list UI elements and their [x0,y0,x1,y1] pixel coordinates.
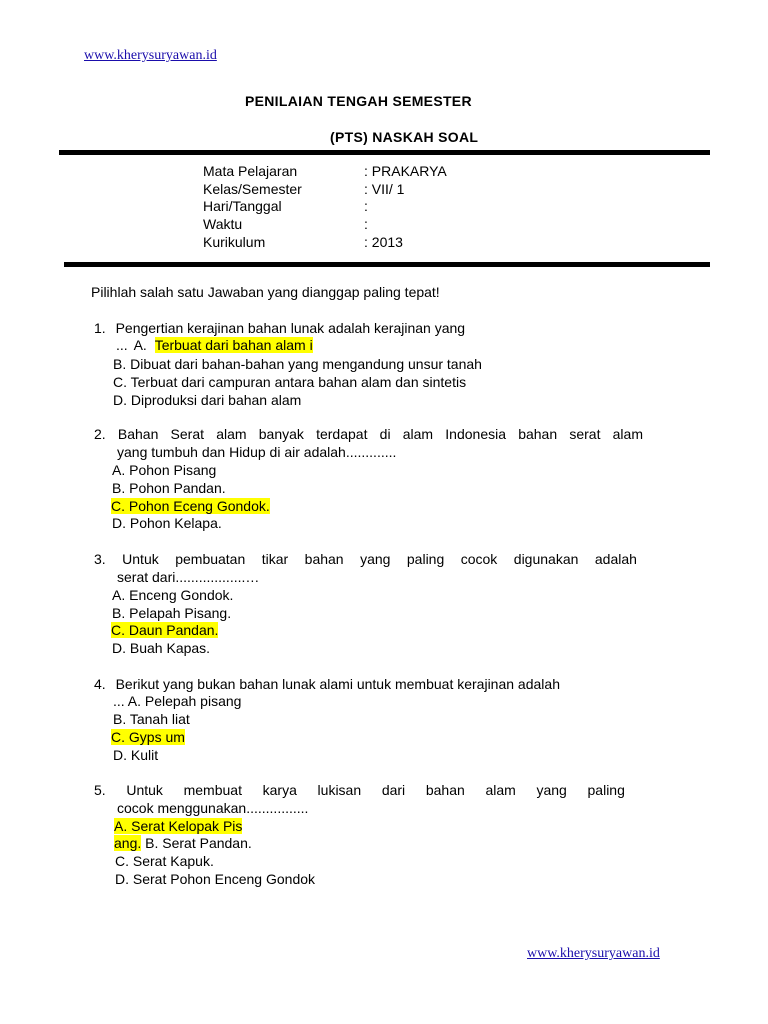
question-word: bahan [304,551,344,567]
q4-option-a: ... A. Pelepah pisang [113,693,242,709]
option-text: B. Serat Pandan. [141,835,252,851]
question-word: adalah [594,551,637,567]
question-word: yang [536,782,567,798]
q4-option-c [111,728,185,746]
question-word: bahan [518,426,558,442]
question-word: Untuk [126,782,163,798]
question-word: serat [569,426,601,442]
info-value: : [364,198,368,215]
instruction-text: Pilihlah salah satu Jawaban yang dianggap paling tepat! [91,284,440,300]
info-label: Hari/Tanggal [203,198,282,215]
info-label: Kelas/Semester [203,180,302,197]
info-value: : [364,216,368,233]
question-word: lukisan [317,782,362,798]
question-word: karya [262,782,297,798]
info-value: : PRAKARYA [364,163,447,179]
question-1 [94,319,465,337]
question-5 [94,781,625,799]
answer-highlight: C. Pohon Eceng Gondok. [111,498,270,514]
question-3 [94,550,637,568]
question-2-line-2: yang tumbuh dan Hidup di air adalah............. [117,444,397,460]
info-row-class [203,181,503,199]
question-word: tikar [261,551,289,567]
question-number: 3. [94,551,106,567]
question-word: paling [406,551,445,567]
question-word: alam [485,782,516,798]
q5-option-c: C. Serat Kapuk. [115,853,214,869]
question-word: membuat [183,782,242,798]
q5-option-a [114,817,242,835]
question-word: paling [587,782,625,798]
q1-option-d: D. Diproduksi dari bahan alam [113,392,302,408]
question-word: digunakan [513,551,579,567]
info-row-time [203,216,503,234]
question-word: Untuk [122,551,159,567]
info-row-curriculum [203,234,503,252]
info-value: : VII/ 1 [364,180,405,197]
question-word: pembuatan [175,551,246,567]
question-number: 1. [94,320,106,336]
q1-option-a [116,336,313,354]
top-rule [59,150,710,155]
q5-option-b [114,834,252,852]
question-word: cocok [460,551,498,567]
question-word: Serat [170,426,205,442]
question-word: Bahan [117,426,159,442]
info-row-subject [203,163,503,181]
question-word: alam [402,426,434,442]
exam-title: PENILAIAN TENGAH SEMESTER [245,93,472,109]
answer-highlight: A. Serat Kelopak Pis [114,818,243,834]
question-2 [94,425,643,443]
bottom-rule [64,262,710,267]
question-text: Berikut yang bukan bahan lunak alami untuk membuat kerajinan adalah [115,676,560,692]
answer-highlight: C. Gyps um [111,729,185,745]
header-website-link[interactable]: www.kherysuryawan.id [84,48,217,63]
q3-option-d: D. Buah Kapas. [112,640,211,656]
info-row-date [203,198,503,216]
question-word: Indonesia [445,426,507,442]
question-number: 4. [94,676,106,692]
question-word: alam [216,426,247,442]
answer-highlight: Terbuat dari bahan alam i [154,337,313,353]
q3-option-b: B. Pelapah Pisang. [112,605,232,621]
exam-subtitle: (PTS) NASKAH SOAL [330,129,479,145]
q1-option-c: C. Terbuat dari campuran antara bahan alam dan sintetis [113,374,467,390]
question-word: terdapat [316,426,368,442]
question-text: Pengertian kerajinan bahan lunak adalah kerajinan yang [115,320,466,336]
info-label: Waktu [203,216,243,233]
q2-option-c [111,497,270,515]
question-word: bahan [425,782,465,798]
exam-info [203,163,503,251]
q4-option-b: B. Tanah liat [113,711,190,727]
question-5-line-2: cocok menggunakan................ [117,800,309,816]
q3-option-c [111,621,218,639]
q4-option-d: D. Kulit [113,747,159,763]
info-label: Mata Pelajaran [203,163,298,179]
question-word: di [379,426,391,442]
question-word: banyak [258,426,304,442]
footer-website-link[interactable]: www.kherysuryawan.id [527,946,660,961]
question-3-line-2: serat dari..................… [117,569,260,585]
q1-option-b: B. Dibuat dari bahan-bahan yang mengandung unsur tanah [113,356,482,372]
question-word: alam [612,426,643,442]
answer-highlight-continuation: ang. [114,835,142,851]
q3-option-a: A. Enceng Gondok. [112,587,234,603]
answer-highlight: C. Daun Pandan. [111,622,219,638]
question-number: 5. [94,782,106,798]
option-letter: A. [133,337,147,353]
info-label: Kurikulum [203,233,266,250]
question-word: dari [381,782,406,798]
q2-option-b: B. Pohon Pandan. [112,480,226,496]
q2-option-d: D. Pohon Kelapa. [112,515,222,531]
q5-option-d: D. Serat Pohon Enceng Gondok [115,871,316,887]
question-number: 2. [94,426,106,442]
question-4 [94,675,560,693]
question-continuation: ... [116,337,128,353]
q2-option-a: A. Pohon Pisang [112,462,217,478]
question-word: yang [360,551,391,567]
info-value: : 2013 [364,233,403,250]
